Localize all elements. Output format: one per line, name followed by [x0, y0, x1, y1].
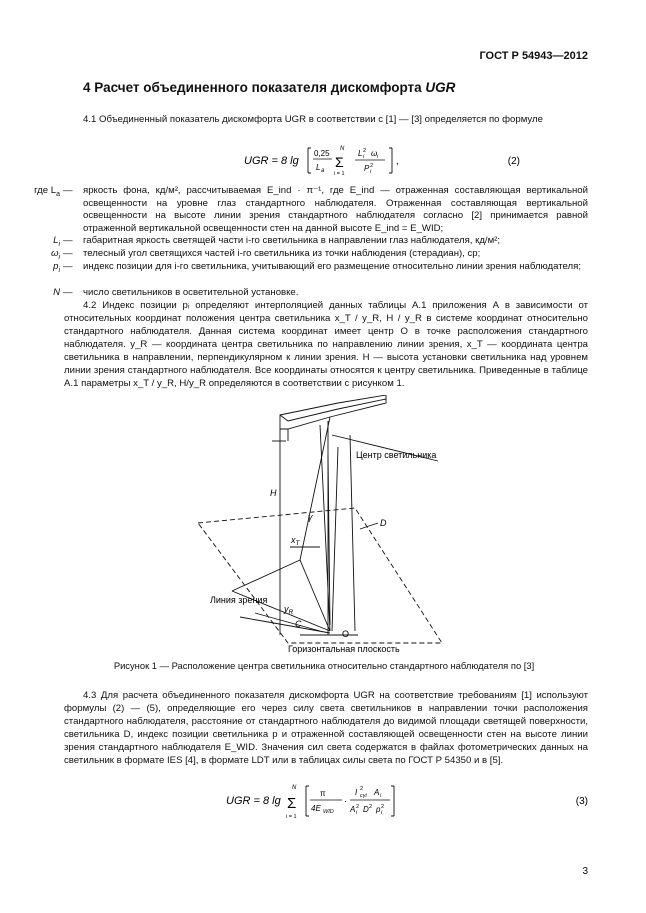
svg-text:A: A [374, 788, 380, 797]
svg-text:,: , [396, 156, 399, 167]
formula-2 [110, 143, 530, 177]
label-O: O [342, 629, 350, 639]
svg-text:i: i [363, 154, 365, 160]
svg-text:2: 2 [363, 148, 367, 154]
formula2-sum: Σ [335, 154, 344, 170]
definition-text: яркость фона, кд/м², рассчитываемая E_ind · π⁻¹, где E_ind — отраженная составляющая вертикальной освещенности на уровне глаз стандартного наблюдателя. Отраженная составляющая вертикальной освещенности на высоте линии зрения стандартного наблюдателя согласно [2] принимается равной отраженной вертикальной освещенности стен на данной высоте E_ind = E_WID; [83, 185, 588, 234]
definition-omega: $\omega_i$ — телесный угол светящихся частей i-го светильника из точки наблюдения (стерадиан), ср; [0, 248, 646, 261]
label-yR: $y_R$ [284, 604, 294, 616]
svg-text:D: D [363, 805, 369, 814]
label-C: C [295, 619, 302, 629]
svg-text:N: N [292, 785, 297, 791]
label-horizontal-plane: Горизонтальная плоскость [288, 644, 400, 654]
paragraph-4-1: 4.1 Объединенный показатель дискомфорта UGR в соответствии с [1] — [3] определяется по формуле [83, 114, 543, 125]
formula2-den1: L [316, 163, 321, 172]
page-number: 3 [582, 866, 588, 877]
definition-Li: $L_i$ — габаритная яркость светящей части i-го светильника в направлении глаз наблюдателя, кд/м²; [0, 235, 646, 248]
definition-text: индекс позиции для i-го светильника, учитывающий его размещение относительно линии зрения наблюдателя; [83, 261, 582, 272]
svg-text:i = 1: i = 1 [286, 814, 297, 820]
formula2-number: (2) [507, 156, 520, 167]
section-title: 4 Расчет объединенного показателя дискомфорта UGR [83, 80, 456, 95]
formula3-lhs: UGR = 8 lg [226, 795, 281, 807]
svg-text:i: i [377, 154, 379, 160]
horizontal-plane [198, 508, 442, 643]
standard-header: ГОСТ Р 54943—2012 [479, 50, 588, 62]
svg-text:A: A [350, 805, 356, 814]
svg-text:L: L [358, 149, 363, 158]
svg-text:i: i [370, 169, 372, 175]
svg-text:i: i [380, 793, 382, 799]
label-xT: $x_T$ [291, 535, 300, 547]
formula2-lhs: UGR = 8 lg [244, 155, 299, 167]
label-luminaire-center: Центр светильника [356, 450, 437, 460]
svg-text:2: 2 [360, 786, 364, 792]
svg-text:p: p [376, 805, 381, 814]
svg-text:cγi: cγi [360, 793, 367, 799]
svg-text:2: 2 [356, 804, 360, 810]
svg-text:2: 2 [381, 804, 385, 810]
svg-text:2: 2 [369, 804, 373, 810]
svg-text:N: N [340, 146, 345, 152]
definition-text: габаритная яркость светящей части i-го светильника в направлении глаз наблюдателя, кд/м²; [83, 235, 501, 246]
paragraph-4-3: 4.3 Для расчета объединенного показателя дискомфорта UGR на соответствие требованиям [1] используют формулы (2) — (5), определяющие его через силу света светильников в направлении точки расположения стандартного наблюдателя, расстояние от стандартного наблюдателя до видимой площади светящей поверхности, светильника D, индекс позиции светильника p и отраженной составляющей освещенности стен на высоте линии зрения стандартного наблюдателя E_WID. Значения сил света содержатся в файлах фотометрических данных на светильник в формате IES [4], в формате LDT или в таблицах силы света по ГОСТ Р 54350 и в [5]. [64, 690, 588, 766]
svg-text:P: P [364, 164, 370, 173]
definition-text: телесный угол светящихся частей i-го светильника из точки наблюдения (стерадиан), ср; [83, 248, 481, 259]
label-D: D [380, 518, 387, 528]
definition-N: N — число светильников в осветительной установке. [0, 287, 646, 300]
label-H: H [270, 488, 277, 498]
svg-text:I: I [355, 788, 358, 797]
svg-text:i: i [381, 810, 383, 816]
svg-text:ω: ω [371, 149, 378, 158]
formula2-num1: 0,25 [314, 149, 330, 158]
figure-caption: Рисунок 1 — Расположение центра светильника относительно стандартного наблюдателя по [3] [113, 660, 535, 671]
svg-text:i: i [356, 810, 358, 816]
svg-text:2: 2 [370, 163, 374, 169]
definition-pi: $p_i$ — индекс позиции для i-го светильника, учитывающий его размещение относительно линии зрения наблюдателя; [0, 261, 646, 287]
definition-text: число светильников в осветительной установке. [83, 287, 299, 298]
svg-text:a: a [321, 168, 325, 174]
svg-text:4E: 4E [311, 804, 321, 813]
formula-3 [110, 780, 590, 824]
luminaire-shape [280, 395, 386, 429]
svg-text:·: · [344, 796, 347, 806]
definition-La: где $L_a$ — яркость фона, кд/м², рассчитываемая E_ind · π⁻¹, где E_ind — отраженная составляющая вертикальной освещенности на уровне глаз стандартного наблюдателя. Отраженная составляющая вертикальной освещенности на высоте линии зрения стандартного наблюдателя согласно [2] принимается равной отраженной вертикальной освещенности стен на данной высоте E_ind = E_WID; [34, 185, 588, 234]
formula3-sum: Σ [287, 795, 297, 812]
label-gamma: γ [308, 512, 313, 522]
figure-1 [180, 395, 480, 657]
svg-text:π: π [320, 789, 326, 798]
svg-text:WID: WID [323, 809, 334, 815]
svg-text:i = 1: i = 1 [334, 171, 345, 177]
label-sight-line: Линия зрения [210, 595, 268, 605]
paragraph-4-2: 4.2 Индекс позиции pᵢ определяют интерполяцией данных таблицы А.1 приложения А в зависимости от относительных координат положения центра светильника x_T / y_R, H / y_R в системе координат относительно стандартного наблюдателя. Данная система координат имеет центр О в точке расположения стандартного наблюдателя. y_R — координата центра светильника по направлению линии зрения, x_T — координата центра светильника в направлении, перпендикулярном к линии зрения. H — высота установки светильника над уровнем линии зрения стандартного наблюдателя. Все координаты относятся к центру светильника. Приведенные в таблице А.1 параметры x_T / y_R, H/y_R определяются в соответствии с рисунком 1. [64, 300, 588, 389]
formula3-number: (3) [575, 796, 588, 807]
